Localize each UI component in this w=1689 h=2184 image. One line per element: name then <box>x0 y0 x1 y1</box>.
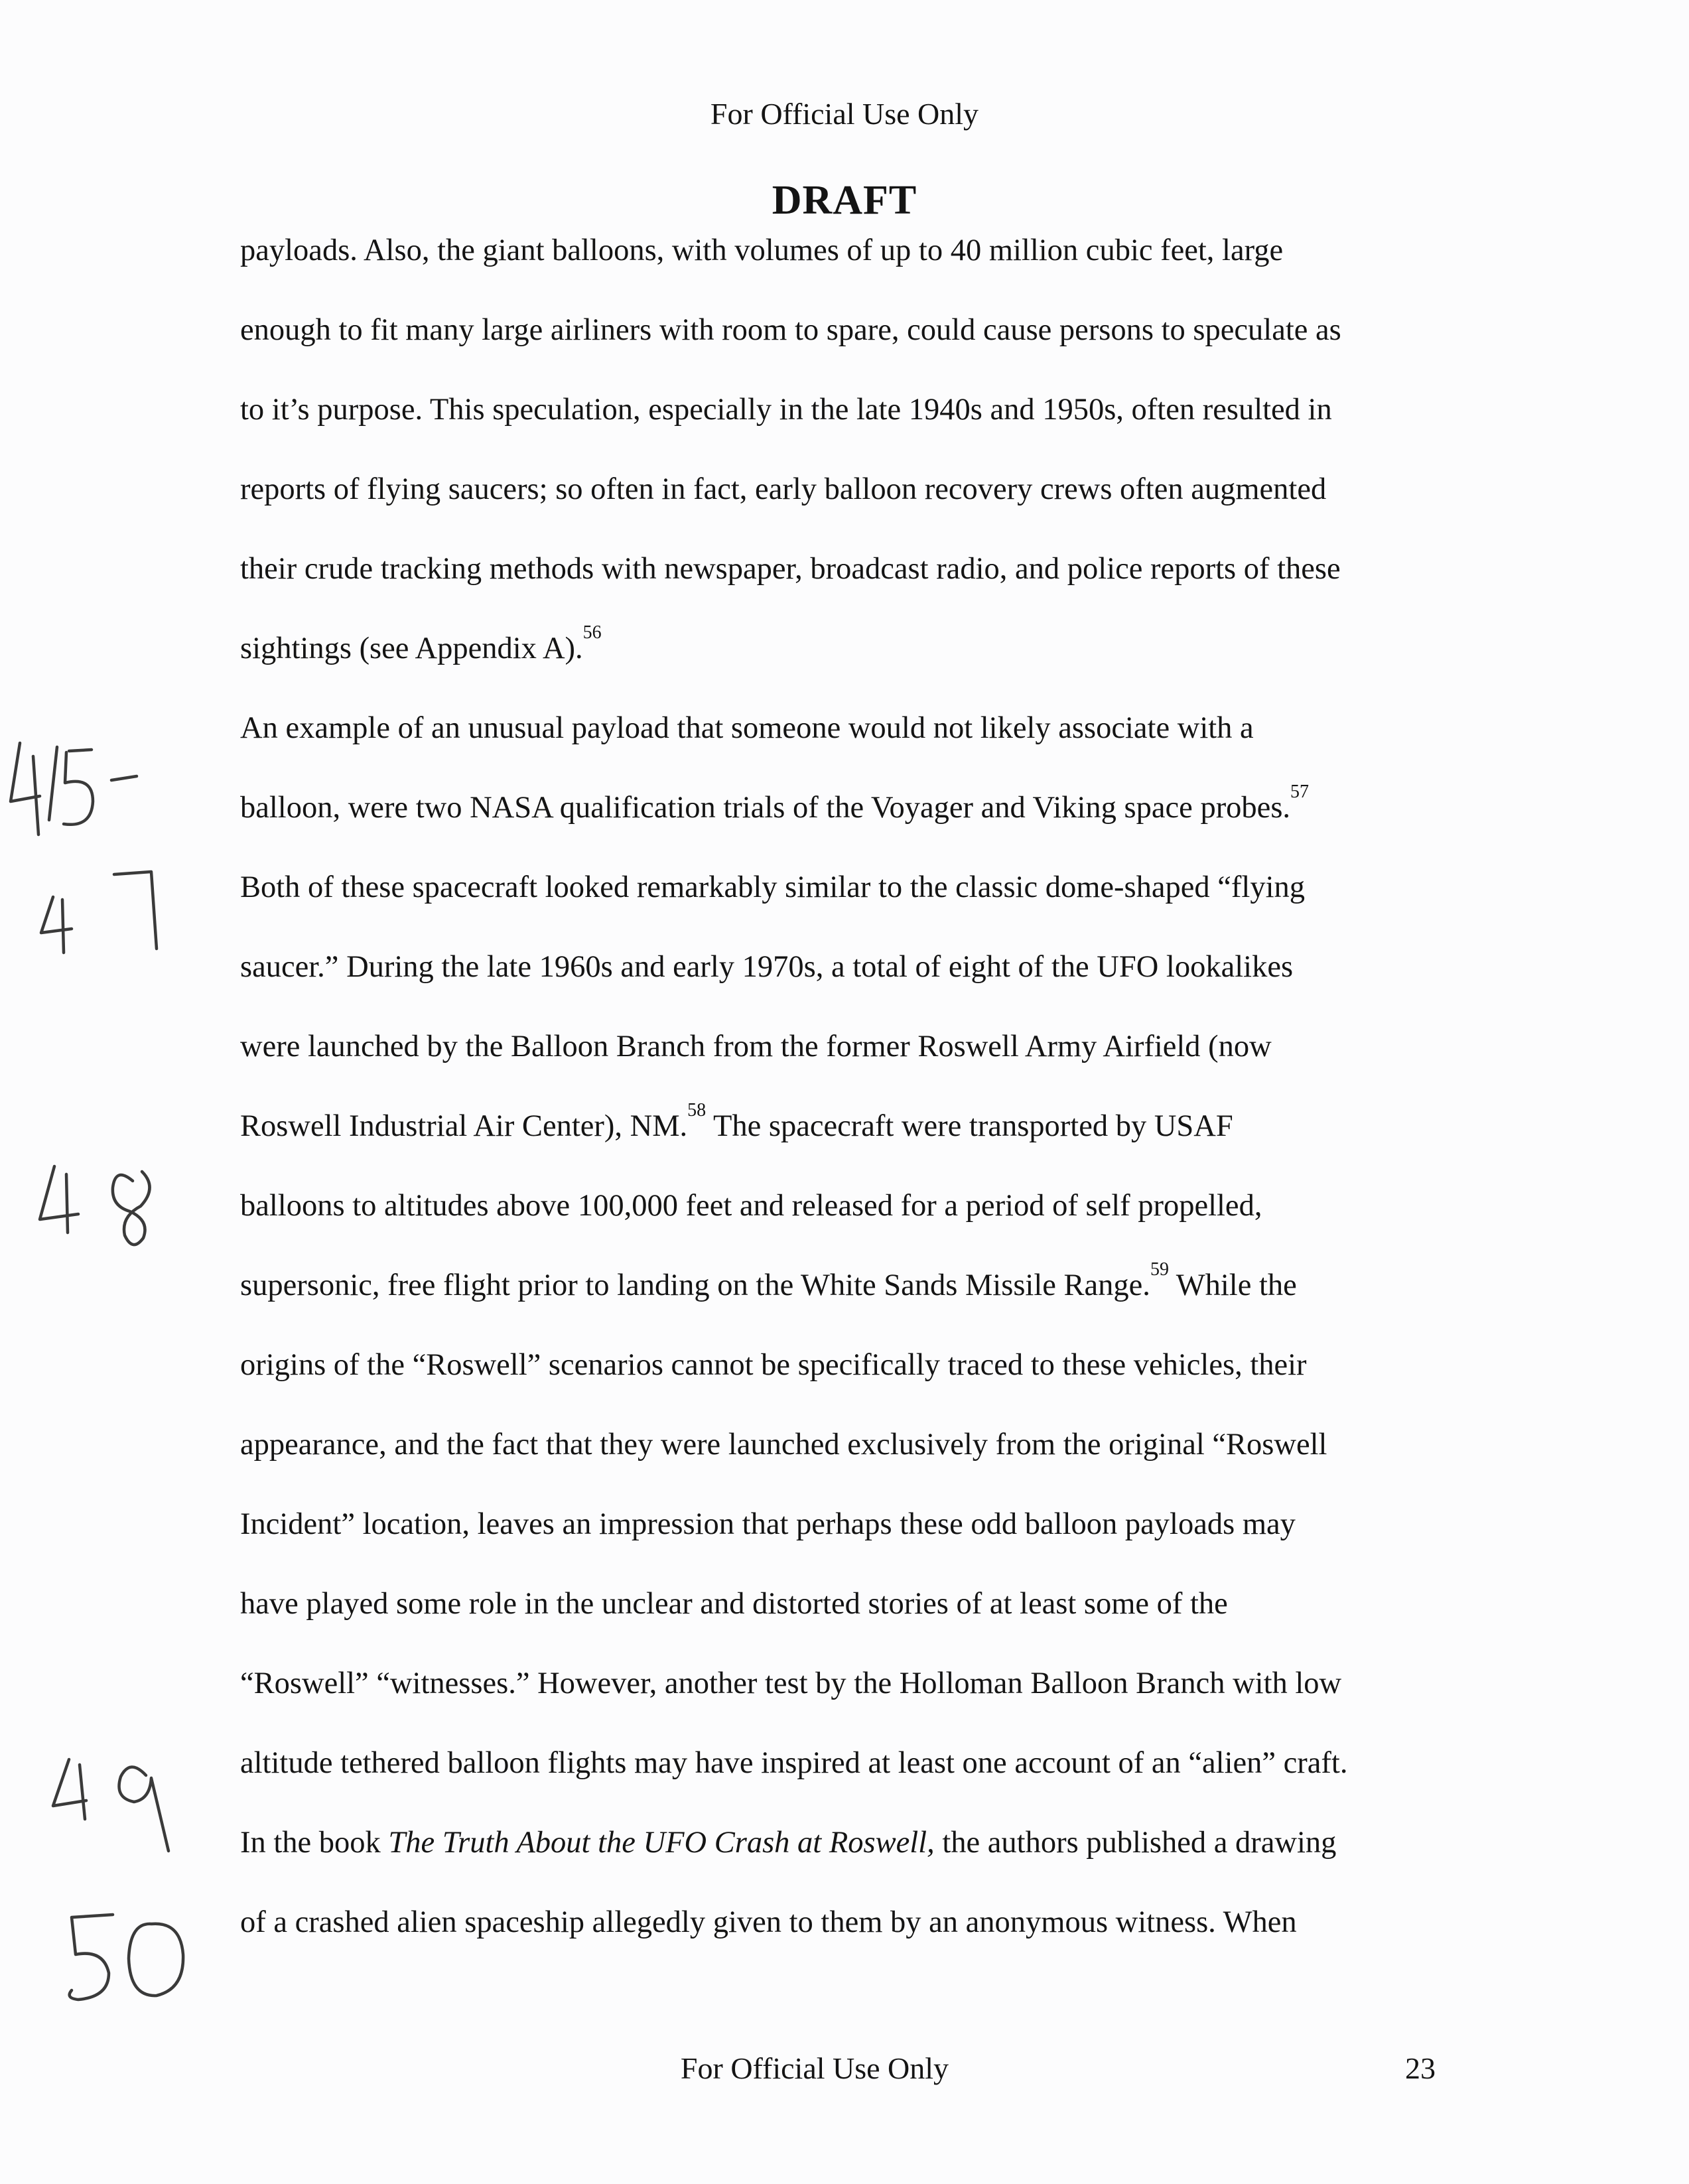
text-line: balloons to altitudes above 100,000 feet and released for a period of self propelled, <box>240 1189 1262 1223</box>
text-line: were launched by the Balloon Branch from the former Roswell Army Airfield (now <box>240 1030 1272 1063</box>
text-line: supersonic, free flight prior to landing on the White Sands Missile Range.$^{59}$ While the <box>240 1259 1297 1302</box>
handwritten-note-50 <box>70 1915 183 2000</box>
text-line: altitude tethered balloon flights may have inspired at least one account of an “alien” craft. <box>240 1746 1348 1780</box>
book-title: The Truth About the UFO Crash at Roswell, <box>388 1826 935 1860</box>
text-line: their crude tracking methods with newspaper, broadcast radio, and police reports of these <box>240 552 1341 586</box>
footer-classification-marking: For Official Use Only <box>680 2051 949 2085</box>
text-line: have played some role in the unclear and distorted stories of at least some of the <box>240 1587 1228 1621</box>
footnote-ref: 56 <box>582 622 602 643</box>
text-line: sightings (see Appendix A).$^{56}$ <box>240 622 602 665</box>
footnote-ref: 57 <box>1290 782 1310 802</box>
text-line: payloads. Also, the giant balloons, with volumes of up to 40 million cubic feet, large <box>240 234 1284 267</box>
text-line: In the book The Truth About the UFO Crash at Roswell, the authors published a drawing <box>240 1826 1337 1860</box>
text-line: reports of flying saucers; so often in fact, early balloon recovery crews often augmented <box>240 472 1327 506</box>
draft-label: DRAFT <box>772 178 917 223</box>
text-line: balloon, were two NASA qualification trials of the Voyager and Viking space probes.$^{57}$ <box>240 782 1310 825</box>
footnote-ref: 58 <box>687 1100 707 1121</box>
text-line: Incident” location, leaves an impression that perhaps these odd balloon payloads may <box>240 1507 1296 1541</box>
handwritten-note-47 <box>41 872 157 953</box>
handwritten-note-45 <box>11 743 137 835</box>
text-line: of a crashed alien spaceship allegedly given to them by an anonymous witness. When <box>240 1905 1297 1939</box>
handwritten-note-49 <box>53 1759 169 1851</box>
text-line: to it’s purpose. This speculation, especially in the late 1940s and 1950s, often resulted in <box>240 393 1332 427</box>
text-line: appearance, and the fact that they were launched exclusively from the original “Roswell <box>240 1428 1327 1462</box>
text-line: “Roswell” “witnesses.” However, another test by the Holloman Balloon Branch with low <box>240 1667 1342 1700</box>
text-line: Both of these spacecraft looked remarkably similar to the classic dome-shaped “flying <box>240 870 1305 904</box>
text-line: Roswell Industrial Air Center), NM.$^{58}$ The spacecraft were transported by USAF <box>240 1100 1233 1143</box>
header-classification-marking: For Official Use Only <box>710 97 979 131</box>
page-number: 23 <box>1405 2051 1436 2085</box>
text-line: saucer.” During the late 1960s and early 1970s, a total of eight of the UFO lookalikes <box>240 950 1294 984</box>
text-line: origins of the “Roswell” scenarios cannot be specifically traced to these vehicles, their <box>240 1348 1307 1382</box>
footnote-ref: 59 <box>1150 1259 1169 1280</box>
text-line: An example of an unusual payload that someone would not likely associate with a <box>240 711 1254 745</box>
text-line: enough to fit many large airliners with room to spare, could cause persons to speculate as <box>240 313 1341 347</box>
handwritten-note-48 <box>40 1166 150 1245</box>
